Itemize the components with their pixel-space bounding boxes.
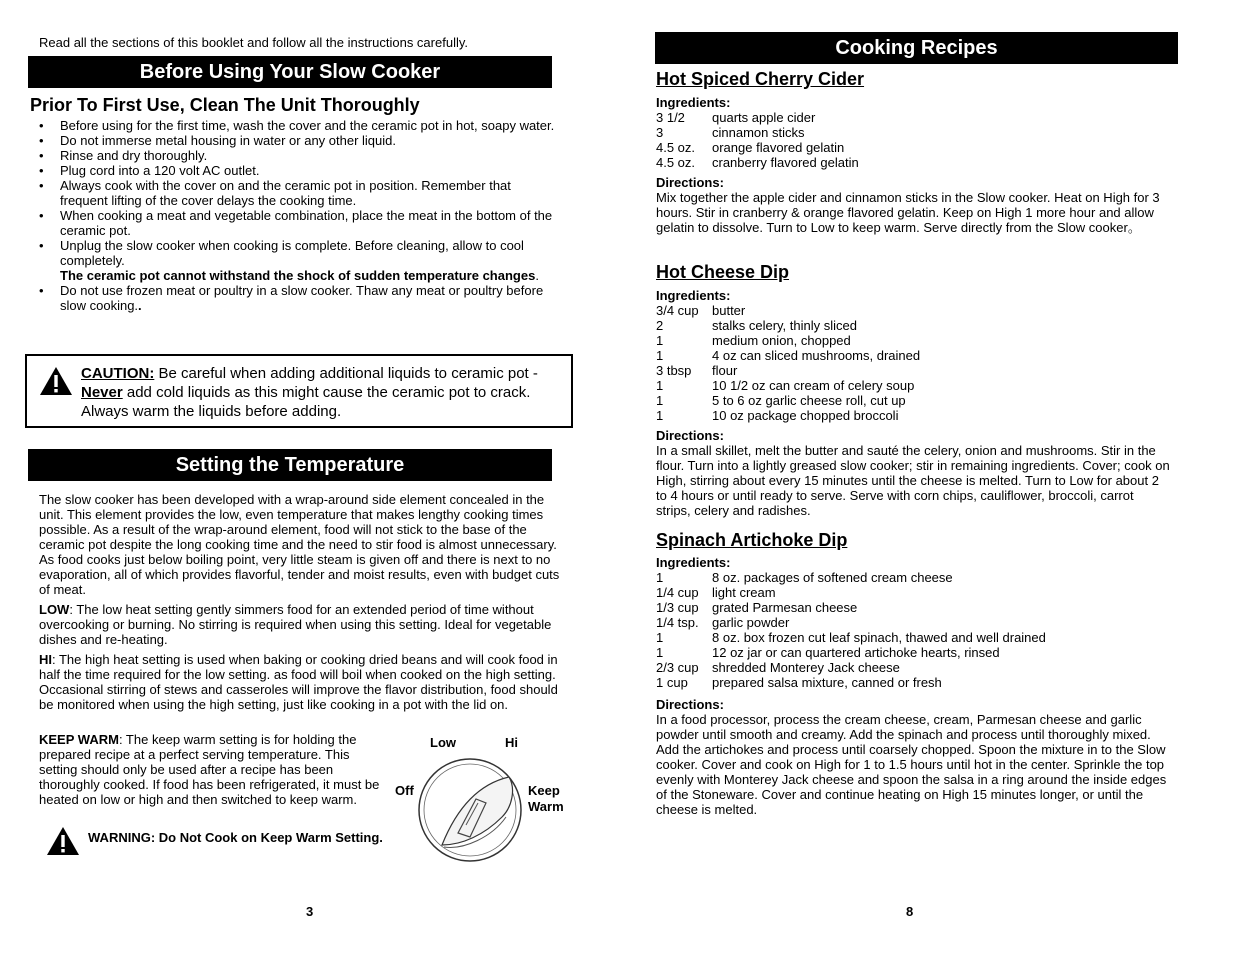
bullet-text-end: . [535, 268, 539, 283]
dial-label-hi: Hi [505, 735, 518, 750]
caution-text-part2: add cold liquids as this might cause the ceramic pot to crack. Always warm the liquids before adding. [81, 384, 531, 420]
keep-warm-warning: WARNING: Do Not Cook on Keep Warm Setting. [88, 830, 383, 845]
recipe-title-cherry-cider: Hot Spiced Cherry Cider [656, 69, 865, 89]
low-text: : The low heat setting gently simmers food for an extended period of time without overcooking or burning. No stirring is required when using this setting. Ideal for vegetable dishes and re-heating. [39, 602, 552, 647]
ingredient-quantity: 2/3 cup [656, 660, 699, 675]
ingredient-quantity: 4.5 oz. [656, 140, 696, 155]
ingredient-quantity: 2 [656, 318, 664, 333]
ingredient-item: stalks celery, thinly sliced [712, 318, 857, 333]
ingredient-quantity: 1 [656, 645, 664, 660]
list-item [38, 148, 558, 163]
ingredient-quantity: 1 [656, 348, 664, 363]
ingredients-label: Ingredients: [656, 555, 731, 570]
ingredient-quantity: 1 [656, 378, 664, 393]
dial-label-warm: Warm [528, 799, 564, 814]
recipe-title-cheese-dip: Hot Cheese Dip [656, 262, 790, 282]
list-item [38, 238, 558, 283]
ingredient-quantity: 1 [656, 393, 664, 408]
temperature-description: The slow cooker has been developed with a wrap-around side element concealed in the unit. This element provides the low, even temperature that makes lengthy cooking times possible. As a result of the wrap-around element, food will not stick to the base of the ceramic pot despite the long cooking time and the need to stir food is almost unnecessary. As food cooks just below boiling point, very little steam is given off and there is next to no evaporation, all of which provides flavorful, tender and moist results, even with budget cuts of meat. [39, 492, 560, 597]
warning-triangle-icon [46, 826, 80, 856]
list-item [656, 600, 1176, 615]
bullet-text: Plug cord into a 120 volt AC outlet. [60, 163, 260, 178]
bullet-text: Do not use frozen meat or poultry in a slow cooker. Thaw any meat or poultry before slow cooking. [60, 283, 544, 313]
ingredient-item: grated Parmesan cheese [712, 600, 858, 615]
list-item [38, 118, 558, 133]
directions-spinach-dip: In a food processor, process the cream cheese, cream, Parmesan cheese and garlic powder until smooth and creamy. Add the spinach and process until thoroughly mixed. Add the artichokes and process until coarsely chopped. Spoon the mixture in to the Slow cooker. Cover and cook on High for 1 to 1.5 hours until hot in the center. Sprinkle the top evenly with Monterey Jack cheese and spoon the salsa in a ring around the inside edges of the Stoneware. Cover and continue heating on High 15 minutes longer, or until the cheese is melted. [656, 712, 1167, 817]
list-item [656, 645, 1176, 660]
list-item [656, 660, 1176, 675]
ingredients-list-cheese-dip [656, 303, 1176, 423]
list-item [656, 348, 1176, 363]
ingredient-quantity: 4.5 oz. [656, 155, 696, 170]
hi-setting-description [39, 652, 569, 712]
list-item [656, 318, 1176, 333]
list-item [656, 303, 1176, 318]
ingredient-quantity: 3/4 cup [656, 303, 699, 318]
directions-label: Directions: [656, 697, 724, 712]
directions-cheese-dip: In a small skillet, melt the butter and sauté the celery, onion and mushrooms. Stir in the flour. Turn into a lightly greased slow cooker; stir in remaining ingredients. Cover; cook on High, stirring about every 15 minutes until the cheese is melted. Turn to Low for about 2 to 4 hours or until ready to serve. Serve with corn chips, cauliflower, broccoli, carrot strips, celery and radishes. [656, 443, 1170, 518]
list-item [38, 163, 558, 178]
list-item [656, 675, 1176, 690]
ingredient-item: medium onion, chopped [712, 333, 851, 348]
hi-label: HI [39, 652, 52, 667]
list-item [656, 140, 1176, 155]
bullet-text: Always cook with the cover on and the ceramic pot in position. Remember that frequent lifting of the cover delays the cooking time. [60, 178, 511, 208]
ingredient-item: cinnamon sticks [712, 125, 805, 140]
low-setting-description [39, 602, 569, 647]
bullet-text: Before using for the first time, wash the cover and the ceramic pot in hot, soapy water. [60, 118, 555, 133]
list-item [38, 208, 558, 238]
intro-text: Read all the sections of this booklet and follow all the instructions carefully. [39, 35, 468, 50]
ingredient-quantity: 1/4 cup [656, 585, 699, 600]
bullet-text: Rinse and dry thoroughly. [60, 148, 208, 163]
keep-warm-label: KEEP WARM [39, 732, 119, 747]
list-item [656, 570, 1176, 585]
bullet-text: Do not immerse metal housing in water or any other liquid. [60, 133, 396, 148]
caution-text [81, 364, 565, 421]
ingredient-quantity: 1/4 tsp. [656, 615, 699, 630]
list-item [38, 133, 558, 148]
ingredient-item: 10 oz package chopped broccoli [712, 408, 899, 423]
ingredients-label: Ingredients: [656, 288, 731, 303]
ingredient-quantity: 1 cup [656, 675, 688, 690]
list-item [656, 378, 1176, 393]
dial-label-off: Off [395, 783, 414, 798]
keep-warm-description [39, 732, 383, 807]
ingredient-item: 8 oz. packages of softened cream cheese [712, 570, 953, 585]
caution-box [25, 354, 573, 428]
directions-label: Directions: [656, 428, 724, 443]
list-item [656, 630, 1176, 645]
ingredients-list-spinach-dip [656, 570, 1176, 690]
dial-label-low: Low [430, 735, 456, 750]
ingredient-item: cranberry flavored gelatin [712, 155, 859, 170]
ingredient-quantity: 1 [656, 630, 664, 645]
ingredient-quantity: 3 [656, 125, 664, 140]
hi-text: : The high heat setting is used when baking or cooking dried beans and will cook food in half the time required for the low setting. as food will boil when cooked on the high setting. Occasional stirring of stews and casseroles will improve the flavor distribution, food should be monitored when using the high setting, just like cooking in a pot with the lid on. [39, 652, 558, 712]
temperature-dial-icon [414, 755, 526, 863]
section-title-cooking-recipes: Cooking Recipes [655, 32, 1178, 64]
ingredient-item: 5 to 6 oz garlic cheese roll, cut up [712, 393, 906, 408]
ingredient-item: 8 oz. box frozen cut leaf spinach, thawed and well drained [712, 630, 1046, 645]
directions-label: Directions: [656, 175, 724, 190]
page-number-right: 8 [906, 904, 914, 919]
ingredient-item: 4 oz can sliced mushrooms, drained [712, 348, 921, 363]
section-title-before-using: Before Using Your Slow Cooker [28, 56, 552, 88]
ingredient-item: 10 1/2 oz can cream of celery soup [712, 378, 915, 393]
list-item [656, 615, 1176, 630]
dial-label-keep: Keep [528, 783, 560, 798]
ingredient-item: garlic powder [712, 615, 790, 630]
ingredient-quantity: 1 [656, 570, 664, 585]
list-item [656, 585, 1176, 600]
list-item [38, 178, 558, 208]
ingredient-quantity: 3 tbsp [656, 363, 692, 378]
keep-warm-text: : The keep warm setting is for holding the prepared recipe at a perfect serving temperature. This setting should only be used after a recipe has been thoroughly cooked. If food has been refrigerated, it must be heated on low or high and then switched to keep warm. [39, 732, 380, 807]
bullet-text: When cooking a meat and vegetable combination, place the meat in the bottom of the ceramic pot. [60, 208, 553, 238]
page-number-left: 3 [306, 904, 314, 919]
cleaning-bullet-list [38, 118, 558, 313]
ingredients-list-cherry-cider [656, 110, 1176, 170]
directions-cherry-cider: Mix together the apple cider and cinnamon sticks in the Slow cooker. Heat on High for 3 hours. Stir in cranberry & orange flavored gelatin. Keep on High 1 more hour and allow gelatin to dissolve. Turn to Low to keep warm. Serve directly from the Slow cooker。 [656, 190, 1160, 235]
list-item [656, 110, 1176, 125]
ingredient-quantity: 1/3 cup [656, 600, 699, 615]
ingredient-quantity: 1 [656, 408, 664, 423]
ingredient-item: light cream [712, 585, 776, 600]
recipe-title-spinach-dip: Spinach Artichoke Dip [656, 530, 848, 550]
list-item [38, 283, 558, 313]
ingredients-label: Ingredients: [656, 95, 731, 110]
ingredient-item: butter [712, 303, 746, 318]
bullet-text: Unplug the slow cooker when cooking is complete. Before cleaning, allow to cool completely. [60, 238, 524, 268]
list-item [656, 333, 1176, 348]
ingredient-item: orange flavored gelatin [712, 140, 845, 155]
ceramic-pot-warning-bold: The ceramic pot cannot withstand the shock of sudden temperature changes [60, 268, 536, 283]
warning-triangle-icon [39, 366, 73, 396]
low-label: LOW [39, 602, 70, 617]
caution-never: Never [81, 384, 123, 401]
ingredient-item: quarts apple cider [712, 110, 816, 125]
bullet-text-end: . [138, 298, 142, 313]
list-item [656, 363, 1176, 378]
caution-text-part1: Be careful when adding additional liquids to ceramic pot - [154, 365, 538, 382]
list-item [656, 408, 1176, 423]
list-item [656, 393, 1176, 408]
ingredient-item: flour [712, 363, 738, 378]
caution-label: CAUTION: [81, 365, 155, 382]
ingredient-item: shredded Monterey Jack cheese [712, 660, 900, 675]
list-item [656, 125, 1176, 140]
ingredient-item: prepared salsa mixture, canned or fresh [712, 675, 942, 690]
subheading-first-use: Prior To First Use, Clean The Unit Thoroughly [30, 95, 420, 115]
list-item [656, 155, 1176, 170]
section-title-setting-temperature: Setting the Temperature [28, 449, 552, 481]
ingredient-quantity: 3 1/2 [656, 110, 685, 125]
ingredient-item: 12 oz jar or can quartered artichoke hearts, rinsed [712, 645, 1000, 660]
ingredient-quantity: 1 [656, 333, 664, 348]
